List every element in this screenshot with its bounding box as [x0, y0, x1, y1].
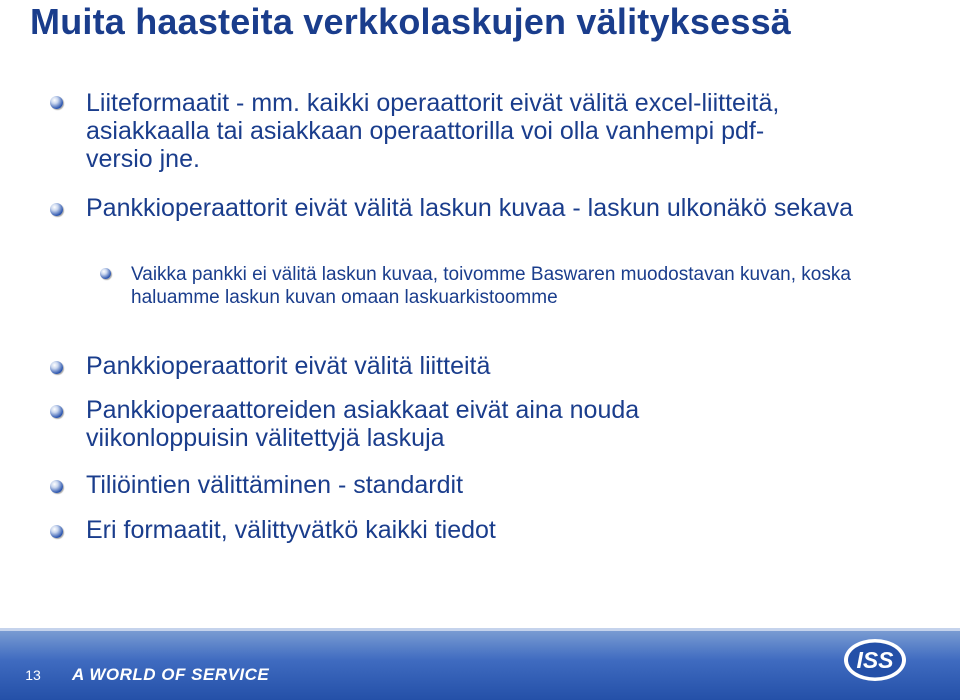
- bullet-dot-icon: [50, 96, 63, 109]
- bullet-item: Pankkioperaattorit eivät välitä liitteitä: [86, 352, 491, 380]
- bullet-item: Tiliöintien välittäminen - standardit: [86, 471, 464, 499]
- bullet-item: Eri formaatit, välittyvätkö kaikki tiedot: [86, 516, 496, 544]
- bullet-item: Pankkioperaattorit eivät välitä laskun kuvaa - laskun ulkonäkö sekava: [86, 194, 854, 222]
- bullet-dot-icon: [50, 480, 63, 493]
- iss-logo-icon: [842, 636, 908, 684]
- bullet-dot-icon: [50, 361, 63, 374]
- page-number: 13: [25, 667, 41, 683]
- bullet-dot-icon: [50, 525, 63, 538]
- logo-text: ISS: [856, 647, 894, 673]
- bullet-item: Pankkioperaattoreiden asiakkaat eivät aina nouda viikonloppuisin välitettyjä laskuja: [86, 396, 640, 452]
- bullet-dot-icon: [50, 405, 63, 418]
- bullet-item: Liiteformaatit - mm. kaikki operaattorit eivät välitä excel-liitteitä, asiakkaalla tai asiakkaan operaattorilla voi olla vanhempi pdf-versio jne.: [86, 89, 780, 173]
- sub-bullet-item: Vaikka pankki ei välitä laskun kuvaa, toivomme Baswaren muodostavan kuvan, koska haluamme laskun kuvan omaan laskuarkistoomme: [131, 264, 851, 308]
- footer-divider: [0, 628, 960, 631]
- footer-tagline: A WORLD OF SERVICE: [72, 665, 270, 684]
- bullet-dot-icon: [100, 268, 111, 279]
- slide-title: Muita haasteita verkkolaskujen välityksessä: [30, 1, 792, 42]
- footer-band: [0, 628, 960, 700]
- bullet-dot-icon: [50, 203, 63, 216]
